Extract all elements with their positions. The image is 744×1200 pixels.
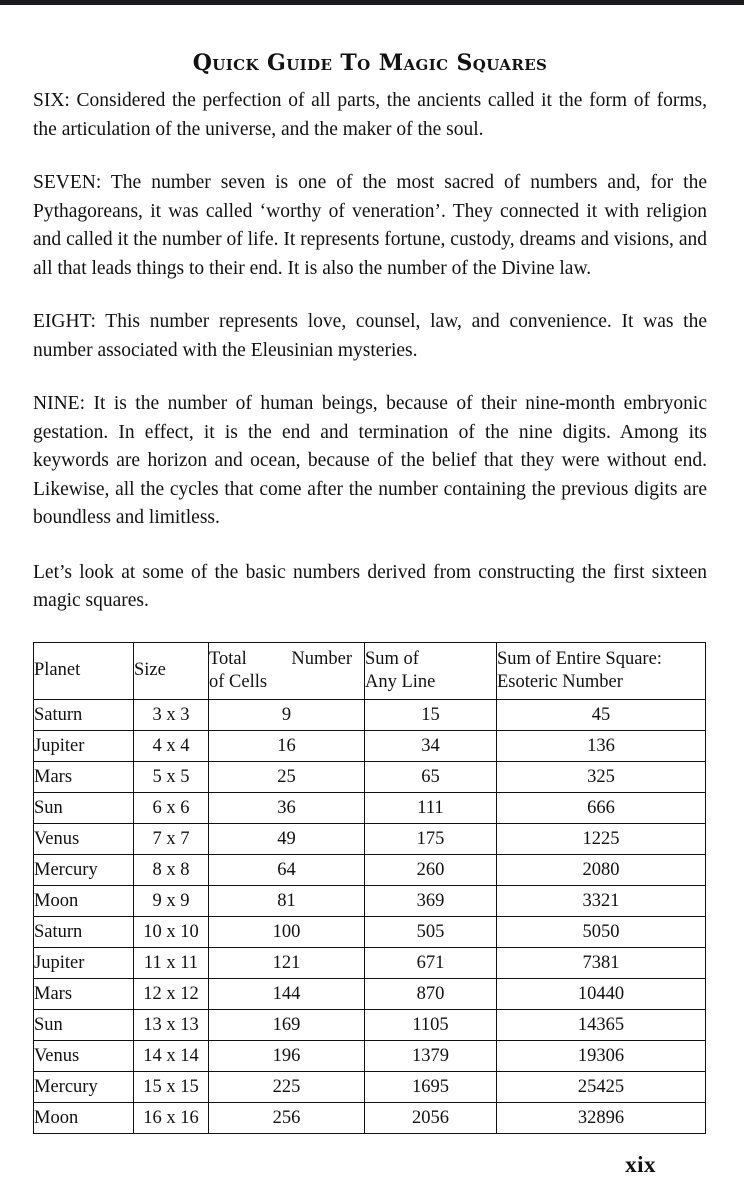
cell-planet: Mars — [34, 761, 134, 792]
cell-planet: Jupiter — [34, 730, 134, 761]
magic-squares-table — [33, 642, 706, 1134]
cell-size: 5 x 5 — [134, 761, 209, 792]
cell-size: 8 x 8 — [134, 854, 209, 885]
cell-planet: Sun — [34, 792, 134, 823]
cell-sum-any-line: 1695 — [365, 1071, 497, 1102]
cell-size: 11 x 11 — [134, 947, 209, 978]
cell-sum-entire-square: 25425 — [497, 1071, 706, 1102]
paragraph-nine: NINE: It is the number of human beings, because of their nine-month embryonic gestation. In effect, it is the end and termination of the nine digits. Among its keywords are horizon and ocean, because of the belief that they were without end. Likewise, all the cycles that come after the number containing the previous digits are boundless and limitless. — [33, 393, 707, 528]
cell-sum-entire-square: 14365 — [497, 1009, 706, 1040]
column-header-sum-entire-square-line1: Sum of Entire Square: — [497, 648, 662, 669]
paragraph-lead-in: Let’s look at some of the basic numbers derived from constructing the first sixteen magic squares. — [33, 561, 707, 611]
cell-sum-entire-square: 136 — [497, 730, 706, 761]
cell-size: 4 x 4 — [134, 730, 209, 761]
cell-total-cells: 16 — [209, 730, 365, 761]
column-header-total-cells-line2: of Cells — [209, 671, 268, 692]
cell-sum-any-line: 65 — [365, 761, 497, 792]
column-header-total-cells-line1: Total Number — [209, 648, 352, 669]
table-row — [34, 1040, 706, 1071]
cell-total-cells: 225 — [209, 1071, 365, 1102]
cell-sum-entire-square: 10440 — [497, 978, 706, 1009]
cell-size: 10 x 10 — [134, 916, 209, 947]
table-row — [34, 823, 706, 854]
column-header-size-label: Size — [134, 660, 166, 680]
table-row — [34, 730, 706, 761]
cell-sum-entire-square: 45 — [497, 699, 706, 730]
cell-sum-any-line: 1379 — [365, 1040, 497, 1071]
column-header-sum-any-line-line1: Sum of — [365, 648, 419, 669]
table-row — [34, 792, 706, 823]
cell-sum-entire-square: 3321 — [497, 885, 706, 916]
cell-sum-any-line: 34 — [365, 730, 497, 761]
table-row — [34, 916, 706, 947]
cell-planet: Saturn — [34, 916, 134, 947]
table-header-row — [34, 642, 706, 699]
cell-sum-entire-square: 325 — [497, 761, 706, 792]
cell-sum-any-line: 260 — [365, 854, 497, 885]
cell-sum-any-line: 870 — [365, 978, 497, 1009]
column-header-sum-any-line — [365, 642, 497, 699]
table-row — [34, 1071, 706, 1102]
cell-total-cells: 64 — [209, 854, 365, 885]
cell-planet: Sun — [34, 1009, 134, 1040]
paragraph-seven: SEVEN: The number seven is one of the most sacred of numbers and, for the Pythagoreans, it was called ‘worthy of veneration’. They connected it with religion and called it the number of life. It represents fortune, custody, dreams and visions, and all that leads things to their end. It is also the number of the Divine law. — [33, 172, 707, 279]
cell-total-cells: 25 — [209, 761, 365, 792]
cell-planet: Venus — [34, 1040, 134, 1071]
cell-sum-entire-square: 666 — [497, 792, 706, 823]
cell-sum-any-line: 175 — [365, 823, 497, 854]
cell-planet: Jupiter — [34, 947, 134, 978]
cell-size: 12 x 12 — [134, 978, 209, 1009]
page-content — [33, 0, 707, 1134]
cell-sum-any-line: 369 — [365, 885, 497, 916]
cell-total-cells: 256 — [209, 1102, 365, 1133]
cell-total-cells: 100 — [209, 916, 365, 947]
cell-total-cells: 144 — [209, 978, 365, 1009]
cell-sum-entire-square: 1225 — [497, 823, 706, 854]
cell-sum-any-line: 111 — [365, 792, 497, 823]
cell-planet: Moon — [34, 1102, 134, 1133]
paragraph-eight: EIGHT: This number represents love, counsel, law, and convenience. It was the number associated with the Eleusinian mysteries. — [33, 311, 707, 361]
cell-sum-any-line: 2056 — [365, 1102, 497, 1133]
column-header-size — [134, 642, 209, 699]
table-body — [34, 699, 706, 1133]
table-row — [34, 761, 706, 792]
cell-total-cells: 121 — [209, 947, 365, 978]
cell-sum-entire-square: 2080 — [497, 854, 706, 885]
cell-size: 9 x 9 — [134, 885, 209, 916]
cell-sum-entire-square: 19306 — [497, 1040, 706, 1071]
cell-size: 13 x 13 — [134, 1009, 209, 1040]
cell-sum-any-line: 671 — [365, 947, 497, 978]
cell-sum-entire-square: 5050 — [497, 916, 706, 947]
table-row — [34, 978, 706, 1009]
cell-planet: Mars — [34, 978, 134, 1009]
cell-planet: Mercury — [34, 1071, 134, 1102]
table-row — [34, 854, 706, 885]
cell-sum-entire-square: 32896 — [497, 1102, 706, 1133]
column-header-planet — [34, 642, 134, 699]
cell-total-cells: 49 — [209, 823, 365, 854]
cell-total-cells: 169 — [209, 1009, 365, 1040]
cell-size: 7 x 7 — [134, 823, 209, 854]
column-header-sum-entire-square-line2: Esoteric Number — [497, 671, 623, 692]
table-row — [34, 699, 706, 730]
cell-size: 14 x 14 — [134, 1040, 209, 1071]
column-header-planet-label: Planet — [34, 660, 81, 680]
column-header-total-cells — [209, 642, 365, 699]
paragraph-six: SIX: Considered the perfection of all parts, the ancients called it the form of forms, the articulation of the universe, and the maker of the soul. — [33, 90, 707, 140]
cell-planet: Moon — [34, 885, 134, 916]
table-row — [34, 1102, 706, 1133]
cell-size: 6 x 6 — [134, 792, 209, 823]
cell-planet: Saturn — [34, 699, 134, 730]
cell-total-cells: 196 — [209, 1040, 365, 1071]
column-header-sum-entire-square — [497, 642, 706, 699]
table-row — [34, 1009, 706, 1040]
cell-size: 16 x 16 — [134, 1102, 209, 1133]
table-row — [34, 885, 706, 916]
page-title: Quick Guide To Magic Squares — [192, 50, 548, 76]
page-number: xix — [625, 1152, 656, 1177]
cell-total-cells: 36 — [209, 792, 365, 823]
cell-total-cells: 81 — [209, 885, 365, 916]
cell-planet: Venus — [34, 823, 134, 854]
cell-planet: Mercury — [34, 854, 134, 885]
column-header-sum-any-line-line2: Any Line — [365, 671, 436, 692]
cell-total-cells: 9 — [209, 699, 365, 730]
cell-sum-any-line: 1105 — [365, 1009, 497, 1040]
cell-sum-entire-square: 7381 — [497, 947, 706, 978]
cell-sum-any-line: 505 — [365, 916, 497, 947]
cell-sum-any-line: 15 — [365, 699, 497, 730]
cell-size: 15 x 15 — [134, 1071, 209, 1102]
cell-size: 3 x 3 — [134, 699, 209, 730]
table-row — [34, 947, 706, 978]
